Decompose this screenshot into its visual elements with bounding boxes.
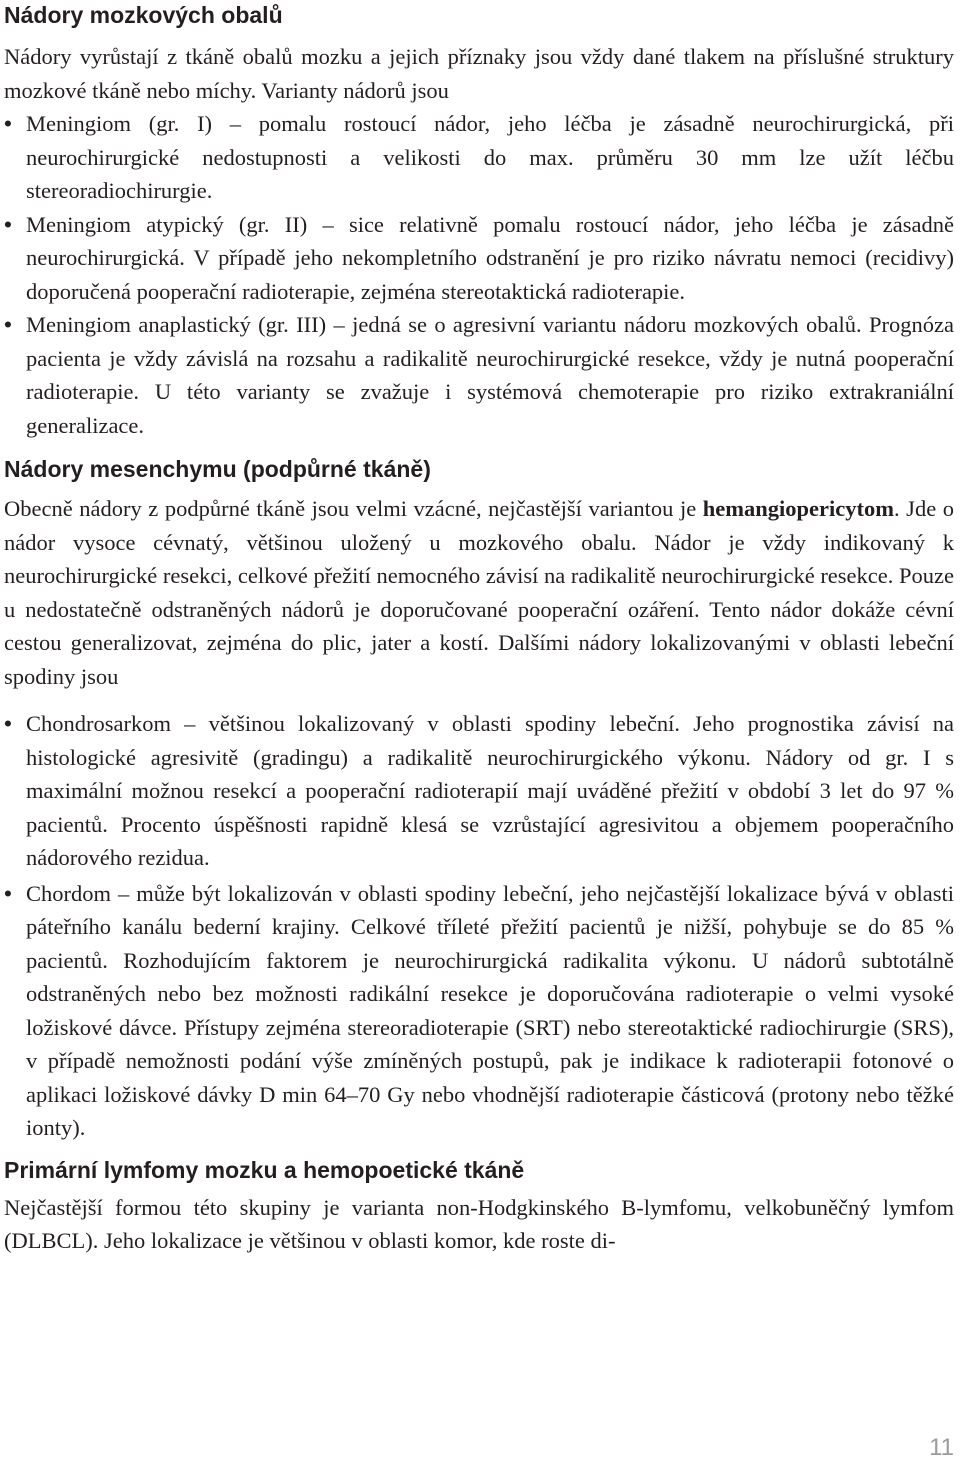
section-lymphoma	[4, 1155, 954, 1258]
list-item: • Chordom – může být lokalizován v oblasti spodiny lebeční, jeho nejčastější lokalizace bývá v oblasti páteřního kanálu bederní krajiny. Celkové tříleté přežití pacientů je nižší, pohybuje se do 85 % pacientů. Rozhodujícím faktorem je neurochirurgická radikalita výkonu. U nádorů subtotálně odstraněných nebo bez možnosti radikální resekce je doporučována radioterapie o velmi vysoké ložiskové dávce. Přístupy zejména stereoradioterapie (SRT) nebo stereotaktické radiochirurgie (SRS), v případě nemožnosti podání výše zmíněných postupů, pak je indikace k radioterapii fotonové o aplikaci ložiskové dávky D min 64–70 Gy nebo vhodnější radioterapie částicová (protony nebo těžké ionty).	[4, 877, 954, 1145]
list-item: • Meningiom atypický (gr. II) – sice relativně pomalu rostoucí nádor, jeho léčba je zásadně neurochirurgická. V případě jeho nekompletního odstranění je pro riziko návratu nemoci (recidivy) doporučená pooperační radioterapie, zejména stereotaktická radioterapie.	[4, 208, 954, 309]
page-number: 11	[929, 1434, 954, 1461]
section-mesenchyme	[4, 454, 954, 1145]
section-meninges	[4, 0, 954, 442]
list-item: • Meningiom anaplastický (gr. III) – jedná se o agresivní variantu nádoru mozkových obalů. Prognóza pacienta je vždy závislá na rozsahu a radikalitě neurochirurgické resekce, vždy je nutná pooperační radioterapie. U této varianty se zvažuje i systémová chemoterapie pro riziko extrakraniální generalizace.	[4, 308, 954, 442]
section-heading: Nádory mozkových obalů	[4, 2, 283, 28]
intro-text: Obecně nádory z podpůrné tkáně jsou velmi vzácné, nejčastější variantou je	[4, 496, 703, 521]
list-item: • Meningiom (gr. I) – pomalu rostoucí nádor, jeho léčba je zásadně neurochirurgická, při neurochirurgické nedostupnosti a velikosti do max. průměru 30 mm lze užít léčbu stereoradiochirurgie.	[4, 107, 954, 208]
section-text: Nejčastější formou této skupiny je varianta non-Hodgkinského B-lymfomu, velkobuněčný lymfom (DLBCL). Jeho lokalizace je většinou v oblasti komor, kde roste di-	[4, 1194, 954, 1253]
section-heading: Primární lymfomy mozku a hemopoetické tkáně	[4, 1156, 525, 1183]
section-intro	[4, 492, 954, 693]
emphasis-term: hemangiopericytom	[702, 496, 894, 521]
section-heading: Nádory mesenchymu (podpůrné tkáně)	[4, 456, 431, 482]
intro-text: . Jde o nádor vysoce cévnatý, většinou uložený u mozkového obalu. Nádor je vždy indikovaný k neurochirurgické resekci, celkové přežití nemocného závisí na radikalitě neurochirurgické resekce. Pouze u nedostatečně odstraněných nádorů je doporučované pooperační ozáření. Tento nádor dokáže cévní cestou generalizovat, zejména do plic, jater a kostí. Dalšími nádory lokalizovanými v oblasti lebeční spodiny jsou	[4, 496, 954, 689]
list-item: • Chondrosarkom – většinou lokalizovaný v oblasti spodiny lebeční. Jeho prognostika závisí na histologické agresivitě (gradingu) a radikalitě neurochirurgického výkonu. Nádory od gr. I s maximální možnou resekcí a pooperační radioterapií mají uváděné přežití v období 3 let do 97 % pacientů. Procento úspěšnosti rapidně klesá se vzrůstající agresivitou a objemem pooperačního nádorového rezidua.	[4, 707, 954, 875]
section-intro: Nádory vyrůstají z tkáně obalů mozku a jejich příznaky jsou vždy dané tlakem na příslušné struktury mozkové tkáně nebo míchy. Varianty nádorů jsou	[4, 44, 954, 103]
bullet-list	[4, 107, 954, 442]
bullet-list	[4, 707, 954, 1145]
